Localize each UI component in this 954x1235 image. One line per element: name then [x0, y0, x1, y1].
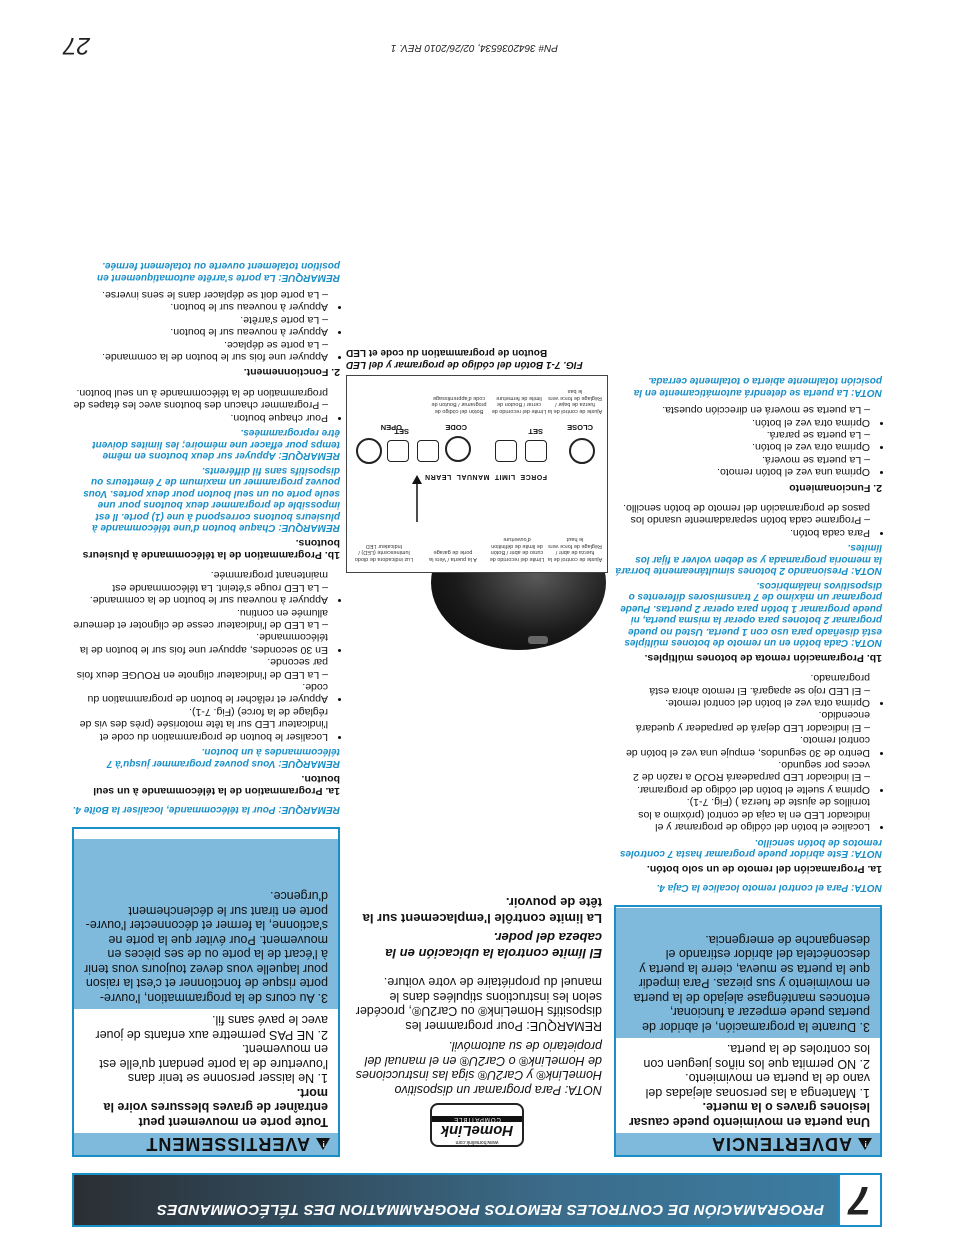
es-1a-list [614, 672, 882, 833]
es-1a-title: 1a. Programación del remoto de un solo botón. [646, 863, 882, 876]
list-item: – La LED de l'indicateur cesse de clignoter et demeure allumée en continu. [73, 606, 328, 632]
list-item: • Para cada botón. [614, 527, 870, 539]
force-close-caption: Ajuste de control de la fuerza de bajar / Réglage de force vers le bas [547, 388, 603, 414]
fr-1b-title: 1b. Programmation de la télécommande à plusieurs boutons. [82, 536, 340, 561]
es-2-list [614, 404, 882, 478]
homelink-nota-es: NOTA: Para programar un dispositivo HomeLink® y Car2U® siga las instrucciones de HomeLink® o Car2U® en el manual del propietario de su automóvil. [355, 1039, 602, 1097]
list-item: – La puerta se moverá. [762, 453, 870, 466]
figure-7-1-panel [346, 375, 608, 573]
photo-detail [528, 636, 548, 644]
es-1b-nota-2: NOTA: Presionando 2 botones simultáneamente borrará la memoria programada y se deben volver a fijar los límites. [615, 542, 882, 577]
avertissement-heading: AVERTISSEMENT [145, 1134, 310, 1155]
avertissement-header [74, 1133, 338, 1155]
fr-1a-title: 1a. Programmation de la télécommande à un seul bouton. [93, 773, 340, 798]
list-item: – Programmer chacun des boutons avec les étapes de programmation de la télécommande à un seul bouton. [73, 386, 328, 412]
set-label-1: SET [528, 427, 543, 436]
advertencia-item-1: 1. Mantenga a las personas alejadas del vano de la puerta en movimiento. [645, 1071, 870, 1100]
led-caption: Luz indicadora de diodo luminescente (LED) / Indicateur LED [354, 543, 414, 562]
manual-label: MANUAL [456, 473, 490, 480]
fr-1b-remarque-2: REMARQUE: Appuyer sur deux boutons en même temps pour effacer une mémoire; les limites doivent être reprogrammées. [92, 427, 340, 462]
chapter-number: 7 [838, 1173, 882, 1227]
fr-1b-remarque-1: REMARQUE: Chaque bouton d'une télécommande à plusieurs boutons correspond à une (1) porte. Il est impossible de programmer deux boutons pour une seule porte ou un seul bouton pour deux portes. Vous pouvez programmer un maximum de 7 émetteurs ou dispositifs sans fil différents. [83, 464, 340, 534]
limit-caption-fr: La limite contrôle l'emplacement sur la tête de pouvoir. [362, 895, 602, 926]
list-item: – El LED rojo se apagará. El remoto ahora está programado. [649, 672, 870, 697]
list-item: – La LED de l'indicateur clignote en ROUGE deux fois par seconde. [76, 656, 328, 681]
list-item: • Oprima una vez el botón remoto. [614, 466, 870, 478]
force-open-caption: Ajuste de control de la fuerza de abrir / Réglage de force vers le haut [547, 536, 603, 562]
list-item: • Oprima y suelte el botón del código de programar. [614, 783, 870, 795]
list-item: • En 30 secondes, appuyer une fois sur le bouton de la télécommande. [72, 631, 328, 656]
avertissement-item-2: 2. NE PAS permettre aux enfants de jouer avec le pavé sans fil. [95, 1013, 328, 1042]
list-item: • Appuyer une fois sur le bouton de la commande. [72, 351, 328, 363]
es-1b-list [614, 502, 882, 539]
list-item: – La porte s'arrête. [240, 313, 328, 326]
fr-1a-remarque: REMARQUE: Vous pouvez programmer jusqu'à 7 télécommandes à un bouton. [106, 746, 340, 769]
list-item: – La porte doit se déplacer dans le sens inverse. [102, 289, 328, 302]
es-nota-box4: NOTA: Para el control remoto localice la Caja 4. [656, 882, 882, 893]
advertencia-box [614, 905, 882, 1157]
fr-2-list [72, 289, 340, 363]
list-item: • Appuyer à nouveau sur le bouton. [72, 326, 328, 338]
limit-caption-es: El límite controla la ubicación en la cabeza del poder. [385, 930, 602, 961]
led-arrow-head [412, 475, 422, 484]
list-item: • Oprima otra vez el botón. [614, 416, 870, 428]
list-item: • Localiser le bouton de programmation du code et l'indicateur LED sur la tête motorisée (près des vis de réglage de la force) (Fig. 7-1). [72, 705, 328, 742]
figure-arrows [345, 374, 607, 572]
list-item: • Appuyer à nouveau sur le bouton de la commande. [72, 594, 328, 606]
advertencia-item-3-box [616, 908, 880, 1038]
homelink-compat: COMPATIBLE [432, 1116, 522, 1122]
homelink-brand: HomeLink [440, 1122, 514, 1139]
warning-icon: ! [858, 1138, 872, 1150]
avertissement-item-3-box [74, 839, 338, 1009]
avertissement-box [72, 827, 340, 1157]
list-item: – El indicador LED parpadeará ROJO a razón de 2 veces por segundo. [633, 759, 870, 784]
french-column [72, 260, 340, 815]
advertencia-body [616, 1038, 880, 1133]
learn-label: LEARN [424, 473, 452, 480]
avertissement-body [74, 1009, 338, 1133]
homelink-section [352, 807, 602, 1147]
list-item: – La puerta se parará. [766, 429, 870, 442]
limit-close-caption: Límite del recorrido de cerrar / Bouton de limite de fermeture [491, 395, 547, 414]
list-item: – La LED rouge s'éteint. La télécommande est maintenant programmée. [112, 569, 328, 594]
code-label: CODE [445, 423, 467, 432]
es-1a-nota: NOTA: Este abridor puede programar hasta 7 controles remotos de botón sencillo. [619, 836, 882, 860]
close-label: OPEN [380, 423, 402, 432]
spanish-column [614, 375, 882, 893]
code-caption: Botón del código de programar / Bouton de code d'apprentissage [431, 395, 487, 414]
gate-caption: A la puerta / Vers la porte de garage [429, 549, 477, 562]
open-label: CLOSE [567, 423, 593, 432]
list-item: – Programe cada botón separadamente usando los pasos de programación del remoto de botón sencillo. [623, 502, 870, 527]
list-item: • Pour chaque bouton. [72, 411, 328, 423]
figure-caption [346, 346, 608, 370]
list-item: • Appuyer et relâcher le bouton de programmation du code. [72, 681, 328, 706]
list-item: • Oprima otra vez el botón del control remote. [614, 697, 870, 709]
fr-1a-list [72, 569, 340, 743]
homelink-url: www.homelink.com [455, 1139, 499, 1145]
homelink-remarque-fr: REMARQUE: Pour programmer les dispositifs HomeLink® ou Car2U®, procéder selon les instructions stipulées dans le manuel du propriétaire de votre voiture. [355, 975, 602, 1033]
avertissement-item-3: 3. Au cours de la programmation, l'ouvre-porte risque de fonctionner et c'est la raison pour laquelle vous devez toujours vous tenir à l'écart de la porte ou de ses pièces en mouvement. Pour éviter que la porte ne s'actionne, la fermer et déconnecter l'ouvre-porte en tirant sur le déclenchement d'urgence. [84, 889, 328, 1005]
page-number: 27 [63, 32, 90, 59]
force-label: FORCE [520, 473, 547, 480]
advertencia-item-2: 2. NO permita que los niños jueguen con los controles de la puerta. [643, 1042, 870, 1071]
limit-label: LIMIT [494, 473, 516, 480]
fr-1b-list [72, 386, 340, 423]
list-item: • Appuyer à nouveau sur le bouton. [72, 301, 328, 313]
advertencia-header [616, 1133, 880, 1155]
figure-caption-es: FIG. 7-1 Botón del código de programar y del LED [346, 359, 583, 370]
fr-remarque-box4: REMARQUE: Pour la télécommande, localiser la Boîte 4. [72, 804, 340, 815]
list-item: • Dentro de 30 segundos, empuje una vez el botón de control remoto. [614, 734, 870, 759]
list-item: – La porte se déplace. [224, 338, 328, 351]
set-label-2: SET [394, 427, 409, 436]
page-title: PROGRAMACIÓN DE CONTROLES REMOTOS PROGRAMMATION DES TÉLÉCOMMANDES [156, 1201, 824, 1218]
limit-open-caption: Límite del recorrido de curso de abrir / Botón de limite de définition d'ouverture [489, 536, 545, 562]
figure-caption-fr: Bouton de programmation du code et LED [346, 347, 548, 358]
advertencia-lead: Una puerta en movimiento puede causar lesiones graves o la muerte. [628, 1100, 870, 1129]
es-1b-title: 1b. Programación remota de botones múltiples. [644, 651, 882, 664]
list-item: • Oprima otra vez el botón. [614, 441, 870, 453]
advertencia-heading: ADVERTENCIA [710, 1134, 852, 1155]
list-item: – El indicador LED dejará de parpadear y quedará encendido. [635, 709, 870, 734]
es-2-nota: NOTA: La puerta se detendrá automáticamente en la posición totalmente abierta o totalmente cerrada. [633, 375, 882, 398]
list-item: • Localice el botón del código de programar y el indicador LED en la caja de control (próximo a los tornillos de ajuste de fuerza ) (Fig. 7-1). [614, 796, 870, 833]
es-2-title: 2. Funcionamiento [789, 481, 882, 494]
avertissement-lead: Toute porte en mouvement peut entraîner de graves blessures voire la mort. [103, 1086, 328, 1129]
list-item: – La puerta se moverá en dirección opuesta. [662, 404, 870, 417]
advertencia-item-3: 3. Durante la programación, el abridor de puertas puede empezar a funcionar, entonces manténgase alejado de la puerta en movimiento y sus piezas. Para impedir que la puerta se mueva, cierre la puerta y desconéctela del abridor estirando el desenganche de emergencia. [633, 933, 870, 1034]
avertissement-item-1: 1. Ne laisser personne se tenir dans l'ouverture de la porte pendant qu'elle est en mouvement. [99, 1042, 328, 1086]
fr-2-remarque: REMARQUE: La porte s'arrête automatiquement en position totalement ouverte ou totalement fermée. [97, 260, 340, 283]
warning-icon: ! [316, 1138, 330, 1150]
es-1b-nota-1: NOTA: Cada botón en un remoto de botones múltiples está diseñado para uso con 1 puerta. Usted no puede programar 2 botones para operar la misma puerta, ni puede programar 1 botón para operar 2 puertas. Puede programar un máximo de 7 transmisores diferentes o dispositivos inalámbricos. [620, 579, 882, 649]
part-number: PN# 364203653​4, 02/26/2010 REV. 1 [390, 42, 558, 53]
homelink-logo [430, 1103, 524, 1147]
fr-2-title: 2. Fonctionnement. [243, 366, 340, 379]
